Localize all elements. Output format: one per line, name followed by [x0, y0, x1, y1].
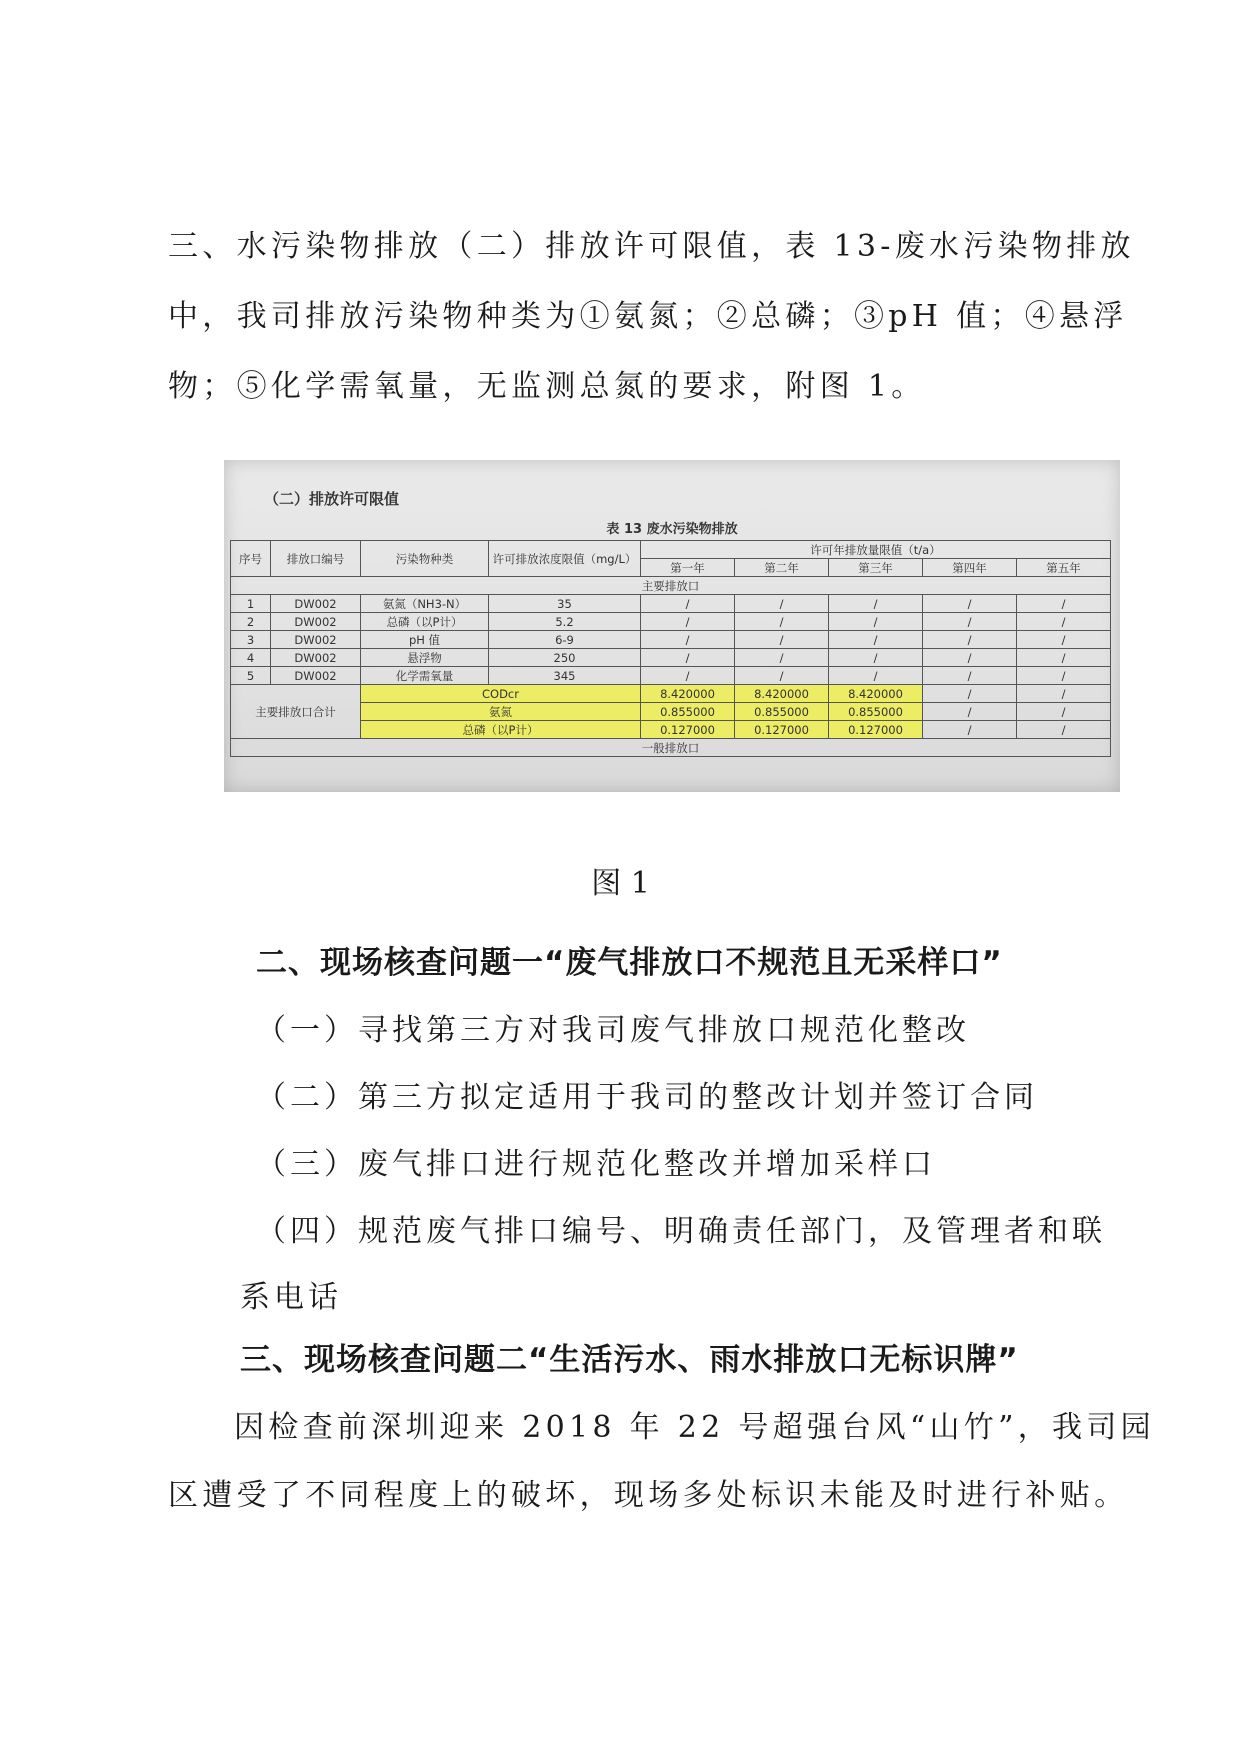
total-label: 主要排放口合计 [231, 685, 361, 739]
section-general: 一般排放口 [231, 739, 1111, 757]
cell-year: / [829, 667, 923, 685]
total-row [231, 685, 1111, 703]
cell-year: / [923, 667, 1017, 685]
hdr-outlet: 排放口编号 [271, 541, 361, 577]
total-year: 0.127000 [735, 721, 829, 739]
table-row [231, 613, 1111, 631]
cell-limit: 5.2 [489, 613, 641, 631]
hdr-seq: 序号 [231, 541, 271, 577]
total-year: / [923, 685, 1017, 703]
hdr-year: 第三年 [829, 559, 923, 577]
cell-outlet: DW002 [271, 631, 361, 649]
figure-caption-top: （二）排放许可限值 [264, 490, 400, 508]
cell-pollutant: pH 值 [361, 631, 489, 649]
total-year: 0.855000 [735, 703, 829, 721]
hdr-year: 第二年 [735, 559, 829, 577]
cell-year: / [923, 595, 1017, 613]
total-year: / [1017, 703, 1111, 721]
cell-year: / [1017, 649, 1111, 667]
cell-year: / [923, 649, 1017, 667]
total-name: 总磷（以P计） [361, 721, 641, 739]
cell-pollutant: 总磷（以P计） [361, 613, 489, 631]
total-row [231, 721, 1111, 739]
hdr-limit: 许可排放浓度限值（mg/L） [489, 541, 641, 577]
issue1-heading: 二、现场核查问题一“废气排放口不规范且无采样口” [256, 945, 1003, 981]
total-year: / [1017, 721, 1111, 739]
table-title: 表 13 废水污染物排放 [606, 522, 738, 537]
cell-year: / [1017, 595, 1111, 613]
total-year: / [923, 703, 1017, 721]
cell-year: / [735, 649, 829, 667]
intro-line-1: 三、水污染物排放（二）排放许可限值，表 13-废水污染物排放 [168, 229, 1135, 264]
intro-line-3: 物；⑤化学需氧量，无监测总氮的要求，附图 1。 [168, 369, 926, 404]
total-name: 氨氮 [361, 703, 641, 721]
total-year: 8.420000 [641, 685, 735, 703]
table-row [231, 595, 1111, 613]
total-year: 0.855000 [829, 703, 923, 721]
cell-year: / [641, 649, 735, 667]
cell-year: / [923, 631, 1017, 649]
cell-seq: 4 [231, 649, 271, 667]
total-year: 0.127000 [829, 721, 923, 739]
cell-outlet: DW002 [271, 667, 361, 685]
issue1-item: （三）废气排口进行规范化整改并增加采样口 [256, 1147, 936, 1182]
total-row [231, 703, 1111, 721]
issue1-item: （一）寻找第三方对我司废气排放口规范化整改 [256, 1013, 970, 1048]
table-row [231, 667, 1111, 685]
cell-seq: 2 [231, 613, 271, 631]
hdr-pollutant: 污染物种类 [361, 541, 489, 577]
hdr-annual: 许可年排放量限值（t/a） [641, 541, 1111, 559]
cell-year: / [641, 631, 735, 649]
cell-year: / [641, 613, 735, 631]
section-main: 主要排放口 [231, 577, 1111, 595]
total-year: / [1017, 685, 1111, 703]
permit-table [230, 540, 1111, 757]
cell-limit: 35 [489, 595, 641, 613]
cell-year: / [641, 667, 735, 685]
cell-outlet: DW002 [271, 595, 361, 613]
issue1-item: （四）规范废气排口编号、明确责任部门，及管理者和联 [256, 1214, 1106, 1249]
issue1-item-continued: 系电话 [240, 1280, 342, 1315]
total-year: / [923, 721, 1017, 739]
cell-year: / [735, 667, 829, 685]
total-year: 0.855000 [641, 703, 735, 721]
issue2-paragraph-line-2: 区遭受了不同程度上的破坏，现场多处标识未能及时进行补贴。 [168, 1478, 1129, 1513]
cell-year: / [829, 649, 923, 667]
hdr-year: 第四年 [923, 559, 1017, 577]
cell-outlet: DW002 [271, 649, 361, 667]
issue1-item: （二）第三方拟定适用于我司的整改计划并签订合同 [256, 1080, 1038, 1115]
total-name: CODcr [361, 685, 641, 703]
cell-year: / [735, 631, 829, 649]
issue2-paragraph-line-1: 因检查前深圳迎来 2018 年 22 号超强台风“山竹”，我司园 [234, 1410, 1155, 1445]
hdr-year: 第一年 [641, 559, 735, 577]
total-year: 8.420000 [735, 685, 829, 703]
cell-seq: 3 [231, 631, 271, 649]
table-row [231, 631, 1111, 649]
cell-year: / [1017, 613, 1111, 631]
cell-pollutant: 化学需氧量 [361, 667, 489, 685]
cell-limit: 345 [489, 667, 641, 685]
cell-pollutant: 氨氮（NH3-N） [361, 595, 489, 613]
cell-outlet: DW002 [271, 613, 361, 631]
cell-year: / [923, 613, 1017, 631]
cell-seq: 5 [231, 667, 271, 685]
cell-limit: 250 [489, 649, 641, 667]
cell-year: / [1017, 667, 1111, 685]
cell-year: / [735, 613, 829, 631]
cell-year: / [735, 595, 829, 613]
figure-label: 图 1 [591, 866, 650, 901]
issue2-heading: 三、现场核查问题二“生活污水、雨水排放口无标识牌” [240, 1342, 1019, 1378]
table-row [231, 649, 1111, 667]
cell-limit: 6-9 [489, 631, 641, 649]
cell-year: / [829, 631, 923, 649]
table-photo [224, 460, 1120, 792]
cell-pollutant: 悬浮物 [361, 649, 489, 667]
cell-seq: 1 [231, 595, 271, 613]
cell-year: / [1017, 631, 1111, 649]
cell-year: / [641, 595, 735, 613]
intro-line-2: 中，我司排放污染物种类为①氨氮；②总磷；③pH 值；④悬浮 [168, 299, 1128, 334]
total-year: 8.420000 [829, 685, 923, 703]
cell-year: / [829, 613, 923, 631]
total-year: 0.127000 [641, 721, 735, 739]
hdr-year: 第五年 [1017, 559, 1111, 577]
cell-year: / [829, 595, 923, 613]
